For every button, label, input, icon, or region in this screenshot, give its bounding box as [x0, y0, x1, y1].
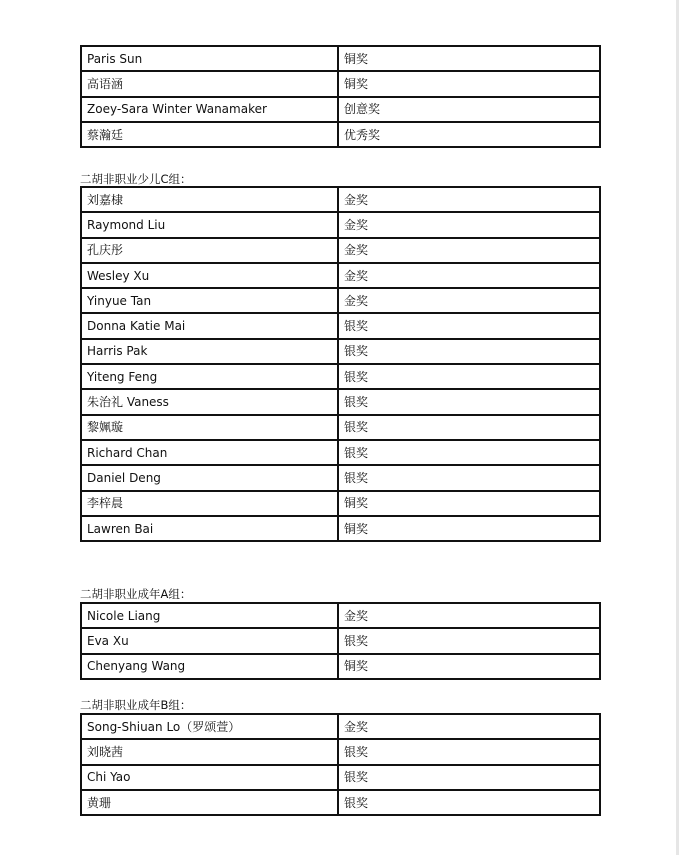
award-level: 金奖 — [338, 714, 600, 739]
table-row — [81, 97, 600, 122]
table-row — [81, 212, 600, 237]
award-level: 银奖 — [338, 339, 600, 364]
award-level: 银奖 — [338, 465, 600, 490]
table-row — [81, 440, 600, 465]
award-level: 铜奖 — [338, 516, 600, 541]
table-row — [81, 122, 600, 147]
table-row — [81, 364, 600, 389]
table-row — [81, 288, 600, 313]
award-level: 金奖 — [338, 603, 600, 628]
participant-name: 黄珊 — [81, 790, 338, 815]
participant-name: 朱治礼 Vaness — [81, 389, 338, 414]
table-row — [81, 516, 600, 541]
table-row — [81, 765, 600, 790]
award-level: 金奖 — [338, 238, 600, 263]
participant-name: Lawren Bai — [81, 516, 338, 541]
award-level: 银奖 — [338, 313, 600, 338]
table-row — [81, 654, 600, 679]
participant-name: Richard Chan — [81, 440, 338, 465]
participant-name: Zoey-Sara Winter Wanamaker — [81, 97, 338, 122]
award-level: 创意奖 — [338, 97, 600, 122]
award-level: 金奖 — [338, 288, 600, 313]
awards-table-erhu-adult-b — [80, 713, 601, 816]
participant-name: Paris Sun — [81, 46, 338, 71]
award-level: 铜奖 — [338, 654, 600, 679]
table-row — [81, 415, 600, 440]
award-level: 银奖 — [338, 415, 600, 440]
table-row — [81, 491, 600, 516]
group-heading-erhu-child-c: 二胡非职业少儿C组： — [80, 172, 192, 186]
award-level: 优秀奖 — [338, 122, 600, 147]
award-level: 银奖 — [338, 790, 600, 815]
participant-name: Chi Yao — [81, 765, 338, 790]
table-row — [81, 603, 600, 628]
participant-name: Donna Katie Mai — [81, 313, 338, 338]
participant-name: Raymond Liu — [81, 212, 338, 237]
table-row — [81, 465, 600, 490]
award-level: 金奖 — [338, 263, 600, 288]
award-level: 铜奖 — [338, 71, 600, 96]
table-row — [81, 790, 600, 815]
participant-name: 黎姵璇 — [81, 415, 338, 440]
award-level: 银奖 — [338, 765, 600, 790]
participant-name: Wesley Xu — [81, 263, 338, 288]
participant-name: 孔庆彤 — [81, 238, 338, 263]
awards-table-erhu-child-c — [80, 186, 601, 542]
award-level: 金奖 — [338, 212, 600, 237]
participant-name: Nicole Liang — [81, 603, 338, 628]
participant-name: Yinyue Tan — [81, 288, 338, 313]
participant-name: 刘嘉棣 — [81, 187, 338, 212]
table-row — [81, 313, 600, 338]
table-row — [81, 187, 600, 212]
participant-name: Harris Pak — [81, 339, 338, 364]
award-level: 银奖 — [338, 389, 600, 414]
table-row — [81, 389, 600, 414]
participant-name: Chenyang Wang — [81, 654, 338, 679]
participant-name: 李梓晨 — [81, 491, 338, 516]
group-heading-erhu-adult-a: 二胡非职业成年A组： — [80, 587, 192, 601]
table-row — [81, 628, 600, 653]
participant-name: Daniel Deng — [81, 465, 338, 490]
table-row — [81, 339, 600, 364]
participant-name: 刘晓茜 — [81, 739, 338, 764]
award-level: 银奖 — [338, 628, 600, 653]
awards-table-erhu-adult-a — [80, 602, 601, 680]
award-level: 银奖 — [338, 440, 600, 465]
award-level: 铜奖 — [338, 491, 600, 516]
table-row — [81, 46, 600, 71]
table-row — [81, 238, 600, 263]
participant-name: Yiteng Feng — [81, 364, 338, 389]
participant-name: 蔡瀚廷 — [81, 122, 338, 147]
table-row — [81, 714, 600, 739]
participant-name: Eva Xu — [81, 628, 338, 653]
award-level: 银奖 — [338, 739, 600, 764]
group-heading-erhu-adult-b: 二胡非职业成年B组： — [80, 698, 192, 712]
award-level: 铜奖 — [338, 46, 600, 71]
award-level: 金奖 — [338, 187, 600, 212]
participant-name: 高语涵 — [81, 71, 338, 96]
table-row — [81, 71, 600, 96]
awards-table-continued — [80, 45, 601, 148]
table-row — [81, 263, 600, 288]
table-row — [81, 739, 600, 764]
award-level: 银奖 — [338, 364, 600, 389]
participant-name: Song-Shiuan Lo（罗颂萱） — [81, 714, 338, 739]
